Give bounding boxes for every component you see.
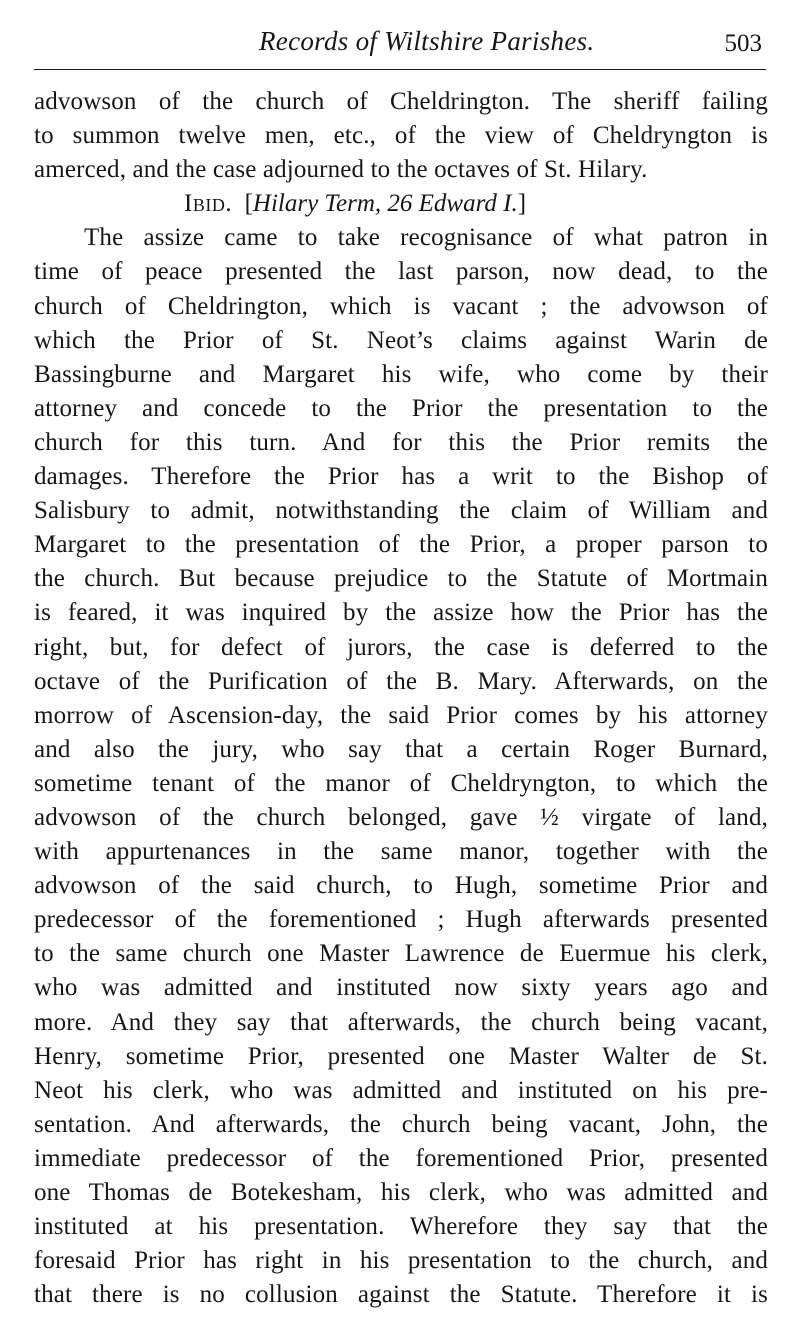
text-line: and also the jury, who say that a certain Roger Burnard, bbox=[34, 735, 768, 763]
text-line: The assize came to take recognisance of what patron in bbox=[84, 224, 768, 252]
section-heading bbox=[34, 187, 768, 221]
text-line: predecessor of the forementioned ; Hugh afterwards presented bbox=[34, 906, 768, 934]
text-line: the church. But because prejudice to the Statute of Mortmain bbox=[34, 565, 768, 593]
text-line: to summon twelve men, etc., of the view of Cheldryngton is bbox=[34, 122, 768, 150]
text-line: octave of the Purification of the B. Mary. Afterwards, on the bbox=[34, 667, 768, 695]
text-line: amerced, and the case adjourned to the octaves of St. Hilary. bbox=[34, 156, 648, 184]
text-line: which the Prior of St. Neot’s claims against Warin de bbox=[34, 326, 768, 354]
page-number: 503 bbox=[724, 30, 762, 57]
text-line: church for this turn. And for this the Prior remits the bbox=[34, 428, 768, 456]
text-line: sentation. And afterwards, the church being vacant, John, the bbox=[34, 1110, 768, 1138]
text-line: time of peace presented the last parson, now dead, to the bbox=[34, 258, 768, 286]
text-line: foresaid Prior has right in his presentation to the church, and bbox=[34, 1247, 768, 1275]
header-rule bbox=[34, 69, 766, 70]
body-text bbox=[34, 85, 768, 1312]
text-line: advowson of the said church, to Hugh, sometime Prior and bbox=[34, 872, 768, 900]
heading-close-bracket: ] bbox=[517, 190, 527, 218]
text-line: Neot his clerk, who was admitted and instituted on his pre- bbox=[34, 1076, 768, 1104]
text-line: morrow of Ascension-day, the said Prior comes by his attorney bbox=[34, 701, 768, 729]
page-header bbox=[34, 22, 766, 62]
text-line: advowson of the church of Cheldrington. The sheriff failing bbox=[34, 88, 768, 115]
heading-ibid: Ibid. bbox=[184, 190, 233, 218]
text-line: advowson of the church belonged, gave ½ virgate of land, bbox=[34, 803, 768, 831]
text-line: one Thomas de Botekesham, his clerk, who was admitted and bbox=[34, 1179, 768, 1206]
text-line: attorney and concede to the Prior the presentation to the bbox=[34, 394, 768, 422]
running-title: Records of Wiltshire Parishes. bbox=[259, 26, 595, 56]
text-line: Henry, sometime Prior, presented one Master Walter de St. bbox=[34, 1042, 768, 1070]
text-line: who was admitted and instituted now sixty years ago and bbox=[34, 974, 768, 1002]
heading-open-bracket: [ bbox=[244, 190, 253, 218]
text-line: that there is no collusion against the Statute. Therefore it is bbox=[34, 1281, 768, 1309]
text-line: sometime tenant of the manor of Cheldryngton, to which the bbox=[34, 769, 768, 797]
text-line: church of Cheldrington, which is vacant ; the advowson of bbox=[34, 292, 768, 320]
text-line: Salisbury to admit, notwithstanding the claim of William and bbox=[34, 497, 768, 525]
text-line: Margaret to the presentation of the Prior, a proper parson to bbox=[34, 531, 768, 559]
heading-term: Hilary Term, 26 Edward I. bbox=[252, 190, 518, 218]
text-line: more. And they say that afterwards, the church being vacant, bbox=[34, 1008, 768, 1036]
text-line: immediate predecessor of the forementioned Prior, presented bbox=[34, 1144, 768, 1172]
text-line: is feared, it was inquired by the assize how the Prior has the bbox=[34, 599, 768, 627]
text-line: to the same church one Master Lawrence de Euermue his clerk, bbox=[34, 940, 768, 968]
text-line: with appurtenances in the same manor, together with the bbox=[34, 838, 768, 866]
text-line: Bassingburne and Margaret his wife, who come by their bbox=[34, 360, 768, 388]
text-line: damages. Therefore the Prior has a writ to the Bishop of bbox=[34, 463, 768, 491]
text-line: right, but, for defect of jurors, the case is deferred to the bbox=[34, 633, 768, 661]
text-line: instituted at his presentation. Wherefore they say that the bbox=[34, 1213, 768, 1241]
